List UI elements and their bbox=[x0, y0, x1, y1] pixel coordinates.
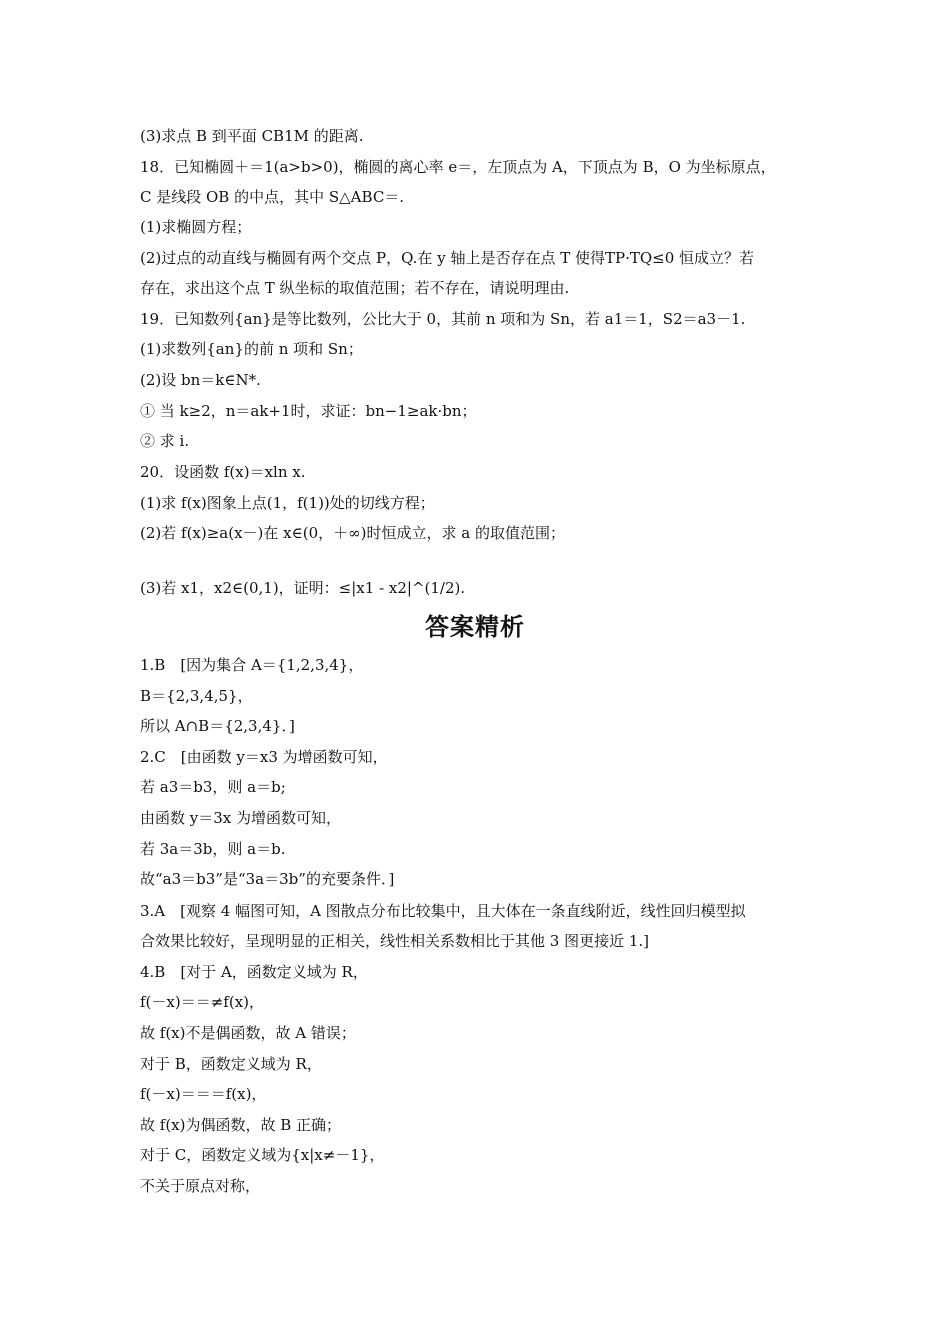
question-line: (3)求点 B 到平面 CB1M 的距离. bbox=[140, 127, 364, 145]
question-line: ② 求 i. bbox=[140, 432, 190, 450]
answer-line: 对于 B，函数定义域为 R， bbox=[140, 1055, 322, 1073]
question-line: 20．设函数 f(x)＝xln x. bbox=[140, 463, 306, 481]
answer-line: 故 f(x)不是偶函数，故 A 错误； bbox=[140, 1024, 356, 1042]
answer-line: 不关于原点对称， bbox=[140, 1177, 261, 1195]
answer-line: 1.B [因为集合 A＝{1,2,3,4}， bbox=[140, 656, 364, 674]
question-line: 19．已知数列{an}是等比数列，公比大于 0，其前 n 项和为 Sn，若 a1＝1，S2＝a3－1. bbox=[140, 310, 746, 328]
question-line: 存在，求出这个点 T 纵坐标的取值范围；若不存在，请说明理由. bbox=[140, 279, 570, 297]
question-line: (2)设 bn＝k∈N*. bbox=[140, 371, 261, 389]
answer-line: 故 f(x)为偶函数，故 B 正确； bbox=[140, 1116, 342, 1134]
question-line: (1)求 f(x)图象上点(1，f(1))处的切线方程； bbox=[140, 494, 435, 512]
answer-line: 故“a3＝b3”是“3a＝3b”的充要条件．] bbox=[140, 870, 395, 888]
answer-line: 2.C [由函数 y＝x3 为增函数可知， bbox=[140, 748, 388, 766]
question-line: (2)若 f(x)≥a(x－)在 x∈(0，＋∞)时恒成立，求 a 的取值范围； bbox=[140, 524, 565, 542]
question-line: 18．已知椭圆＋＝1(a>b>0)，椭圆的离心率 e＝，左顶点为 A，下顶点为 B，O 为坐标原点， bbox=[140, 158, 776, 176]
question-line: (1)求椭圆方程； bbox=[140, 218, 252, 236]
answer-line: 所以 A∩B＝{2,3,4}．] bbox=[140, 717, 295, 735]
answer-line: 由函数 y＝3x 为增函数可知， bbox=[140, 809, 342, 827]
question-line: (3)若 x1，x2∈(0,1)，证明：≤|x1 - x2|^(1/2). bbox=[140, 579, 466, 597]
answer-line: 3.A [观察 4 幅图可知，A 图散点分布比较集中，且大体在一条直线附近，线性回归模型拟 bbox=[140, 902, 746, 920]
question-line: C 是线段 OB 的中点，其中 S△ABC＝. bbox=[140, 188, 405, 206]
answer-section-title: 答案精析 bbox=[425, 613, 525, 641]
answer-line: 4.B [对于 A，函数定义域为 R， bbox=[140, 963, 368, 981]
answer-line: 合效果比较好，呈现明显的正相关，线性相关系数相比于其他 3 图更接近 1.] bbox=[140, 932, 650, 950]
question-line: (2)过点的动直线与椭圆有两个交点 P，Q.在 y 轴上是否存在点 T 使得TP·TQ≤0 恒成立？若 bbox=[140, 249, 755, 267]
answer-line: 对于 C，函数定义域为{x|x≠－1}， bbox=[140, 1146, 385, 1164]
question-line: ① 当 k≥2，n＝ak+1时，求证：bn−1≥ak·bn； bbox=[140, 402, 477, 420]
answer-line: f(－x)＝＝＝f(x)， bbox=[140, 1085, 267, 1103]
answer-line: B＝{2,3,4,5}， bbox=[140, 687, 253, 705]
question-line: (1)求数列{an}的前 n 项和 Sn； bbox=[140, 340, 363, 358]
answer-line: 若 a3＝b3，则 a＝b; bbox=[140, 778, 286, 796]
answer-line: f(－x)＝＝≠f(x)， bbox=[140, 993, 264, 1011]
answer-line: 若 3a＝3b，则 a＝b. bbox=[140, 840, 286, 858]
